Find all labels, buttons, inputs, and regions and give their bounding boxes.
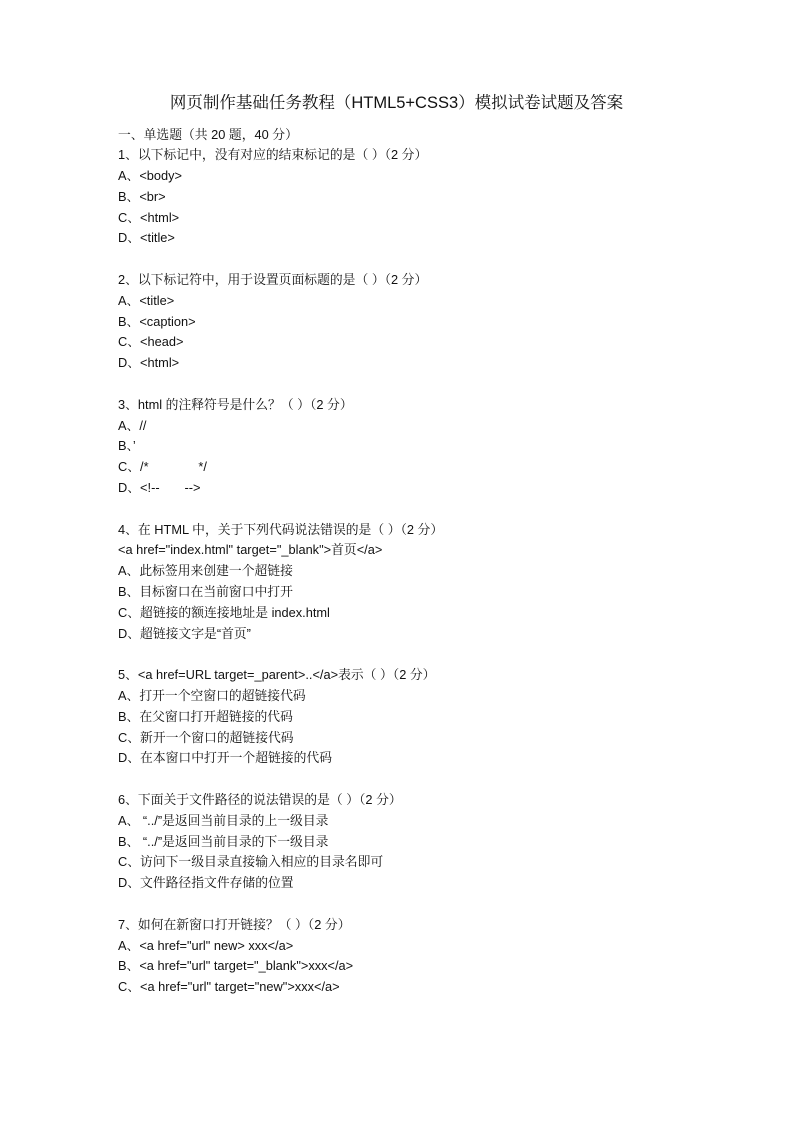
option-d: D、<!-- -->: [118, 480, 201, 496]
question-2: [118, 270, 443, 374]
option-c: C、超链接的额连接地址是 index.html: [118, 604, 330, 620]
question-4: [118, 520, 443, 645]
question-stem: 3、html 的注释符号是什么？（ ）（2 分）: [118, 396, 353, 412]
option-a: A、<a href="url" new> xxx</a>: [118, 937, 294, 953]
question-code: <a href="index.html" target="_blank">首页</a>: [118, 542, 383, 558]
option-c: C、访问下一级目录直接输入相应的目录名即可: [118, 854, 384, 870]
question-stem: 6、下面关于文件路径的说法错误的是（ ）（2 分）: [118, 792, 402, 807]
option-c: C、<html>: [118, 209, 180, 225]
option-c: C、<head>: [118, 334, 184, 350]
option-a: A、//: [118, 417, 147, 433]
option-b: B、<br>: [118, 188, 166, 204]
question-stem: 4、在 HTML 中，关于下列代码说法错误的是（ ）（2 分）: [118, 521, 444, 537]
option-a: A、打开一个空窗口的超链接代码: [118, 688, 306, 704]
option-b: B、’: [118, 438, 136, 454]
question-stem: 2、以下标记符中，用于设置页面标题的是（ ）（2 分）: [118, 272, 428, 288]
option-d: D、文件路径指文件存储的位置: [118, 875, 294, 891]
option-a: A、此标签用来创建一个超链接: [118, 563, 293, 579]
question-stem: 7、如何在新窗口打开链接？（ ）（2 分）: [118, 916, 351, 932]
option-c: C、新开一个窗口的超链接代码: [118, 729, 294, 745]
option-b: B、在父窗口打开超链接的代码: [118, 708, 293, 724]
option-b: B、 “../”是返回当前目录的下一级目录: [118, 833, 329, 849]
option-a: A、<body>: [118, 168, 183, 184]
option-c: C、/* */: [118, 459, 207, 475]
option-d: D、<html>: [118, 355, 180, 371]
section-heading: 一、单选题（共 20 题，40 分）: [118, 126, 298, 142]
option-a: A、 “../”是返回当前目录的上一级目录: [118, 812, 329, 828]
question-stem: 5、<a href=URL target=_parent>..</a>表示（ ）（2 分）: [118, 667, 436, 683]
question-7: [118, 915, 443, 998]
question-list: [118, 145, 443, 998]
option-d: D、超链接文字是“首页”: [118, 625, 251, 641]
question-3: [118, 395, 443, 499]
exam-content: [118, 125, 443, 1019]
option-b: B、<a href="url" target="_blank">xxx</a>: [118, 958, 354, 974]
question-stem: 1、以下标记中，没有对应的结束标记的是（ ）（2 分）: [118, 147, 428, 163]
option-a: A、<title>: [118, 292, 175, 308]
option-d: D、在本窗口中打开一个超链接的代码: [118, 750, 332, 766]
question-5: [118, 665, 443, 769]
document-title: 网页制作基础任务教程（HTML5+CSS3）模拟试卷试题及答案: [169, 94, 624, 112]
option-c: C、<a href="url" target="new">xxx</a>: [118, 979, 340, 995]
option-d: D、<title>: [118, 230, 175, 246]
option-b: B、<caption>: [118, 313, 196, 329]
question-6: [118, 790, 443, 894]
option-b: B、目标窗口在当前窗口中打开: [118, 584, 293, 600]
question-1: [118, 145, 443, 249]
